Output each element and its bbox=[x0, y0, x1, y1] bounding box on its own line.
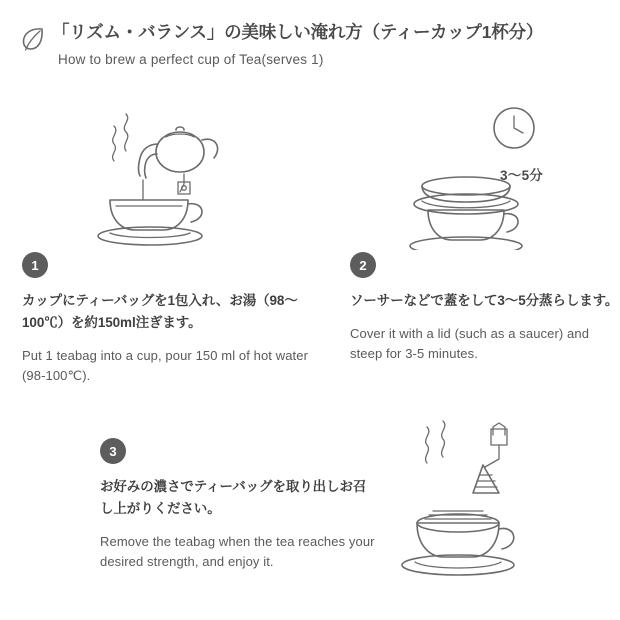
steep-time-label: 3〜5分 bbox=[500, 168, 544, 183]
step-2-text-ja: ソーサーなどで蓋をして3〜5分蒸らします。 bbox=[350, 293, 619, 308]
header bbox=[0, 22, 620, 68]
step-2-text-en: Cover it with a lid (such as a saucer) and steep for 3-5 minutes. bbox=[350, 325, 590, 362]
step-1-text-ja: カップにティーバッグを1包入れ、お湯（98〜100℃）を約150ml注ぎます。 bbox=[22, 293, 298, 330]
leaf-icon bbox=[18, 24, 48, 54]
page-title-en: How to brew a perfect cup of Tea(serves 1) bbox=[58, 51, 324, 67]
header-row bbox=[0, 22, 620, 68]
step-3-text-ja: お好みの濃さでティーバッグを取り出しお召し上がりください。 bbox=[100, 479, 367, 516]
step-1-text-en: Put 1 teabag into a cup, pour 150 ml of hot water (98-100℃). bbox=[22, 347, 309, 384]
teabag-removed-from-cup-illustration bbox=[395, 415, 555, 590]
step-3-text-en: Remove the teabag when the tea reaches your desired strength, and enjoy it. bbox=[100, 533, 375, 570]
step-2-number: 2 bbox=[350, 252, 376, 278]
teapot-pouring-into-cup-illustration bbox=[88, 96, 258, 246]
step-1-number: 1 bbox=[22, 252, 48, 278]
step-2 bbox=[350, 252, 620, 365]
step-3-number: 3 bbox=[100, 438, 126, 464]
page-title-ja: 「リズム・バランス」の美味しい淹れ方（ティーカップ1杯分） bbox=[52, 22, 544, 42]
step-1 bbox=[22, 252, 312, 387]
title-block bbox=[48, 22, 543, 68]
step-3 bbox=[100, 438, 375, 573]
